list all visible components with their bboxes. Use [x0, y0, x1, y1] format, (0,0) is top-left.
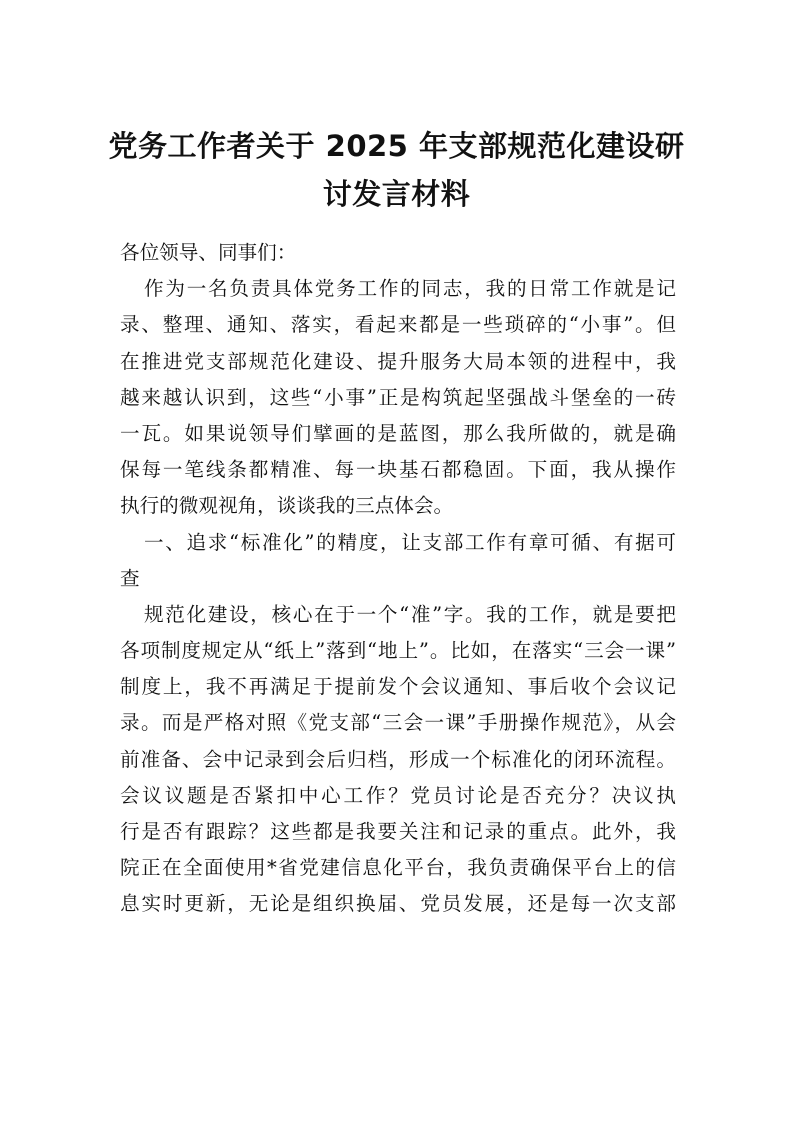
body-line: 各位领导、同事们：	[120, 241, 297, 264]
body-line: 前准备、会中记录到会后归档，形成一个标准化的闭环流程。	[120, 747, 676, 771]
document-title-line-1: 党务工作者关于 2025 年支部规范化建设研	[108, 129, 685, 163]
document-body	[120, 235, 676, 923]
body-line: 在推进党支部规范化建设、提升服务大局本领的进程中，我	[120, 349, 676, 373]
body-line: 录。而是严格对照《党支部“三会一课”手册操作规范》，从会	[120, 711, 676, 735]
body-line: 规范化建设，核心在于一个“准”字。我的工作，就是要把	[144, 602, 676, 626]
body-line: 院正在全面使用*省党建信息化平台，我负责确保平台上的信	[120, 856, 676, 880]
body-line: 各项制度规定从“纸上”落到“地上”。比如，在落实“三会一课”	[120, 639, 676, 663]
body-line: 作为一名负责具体党务工作的同志，我的日常工作就是记	[144, 277, 676, 301]
body-line: 录、整理、通知、落实，看起来都是一些琐碎的“小事”。但	[120, 313, 676, 337]
section-heading-line: 一、追求“标准化”的精度，让支部工作有章可循、有据可	[144, 530, 676, 554]
body-line: 息实时更新，无论是组织换届、党员发展，还是每一次支部	[120, 892, 676, 916]
body-line: 会议议题是否紧扣中心工作？党员讨论是否充分？决议执	[120, 783, 676, 807]
section-heading-line: 查	[120, 566, 140, 590]
document-title-line-2: 讨发言材料	[322, 177, 471, 211]
body-line: 保每一笔线条都精准、每一块基石都稳固。下面，我从操作	[120, 458, 676, 482]
body-line: 执行的微观视角，谈谈我的三点体会。	[120, 494, 454, 518]
body-line: 一瓦。如果说领导们擘画的是蓝图，那么我所做的，就是确	[120, 421, 676, 445]
body-line: 行是否有跟踪？这些都是我要关注和记录的重点。此外，我	[120, 820, 676, 843]
body-line: 越来越认识到，这些“小事”正是构筑起坚强战斗堡垒的一砖	[120, 385, 676, 409]
body-line: 制度上，我不再满足于提前发个会议通知、事后收个会议记	[120, 675, 676, 699]
